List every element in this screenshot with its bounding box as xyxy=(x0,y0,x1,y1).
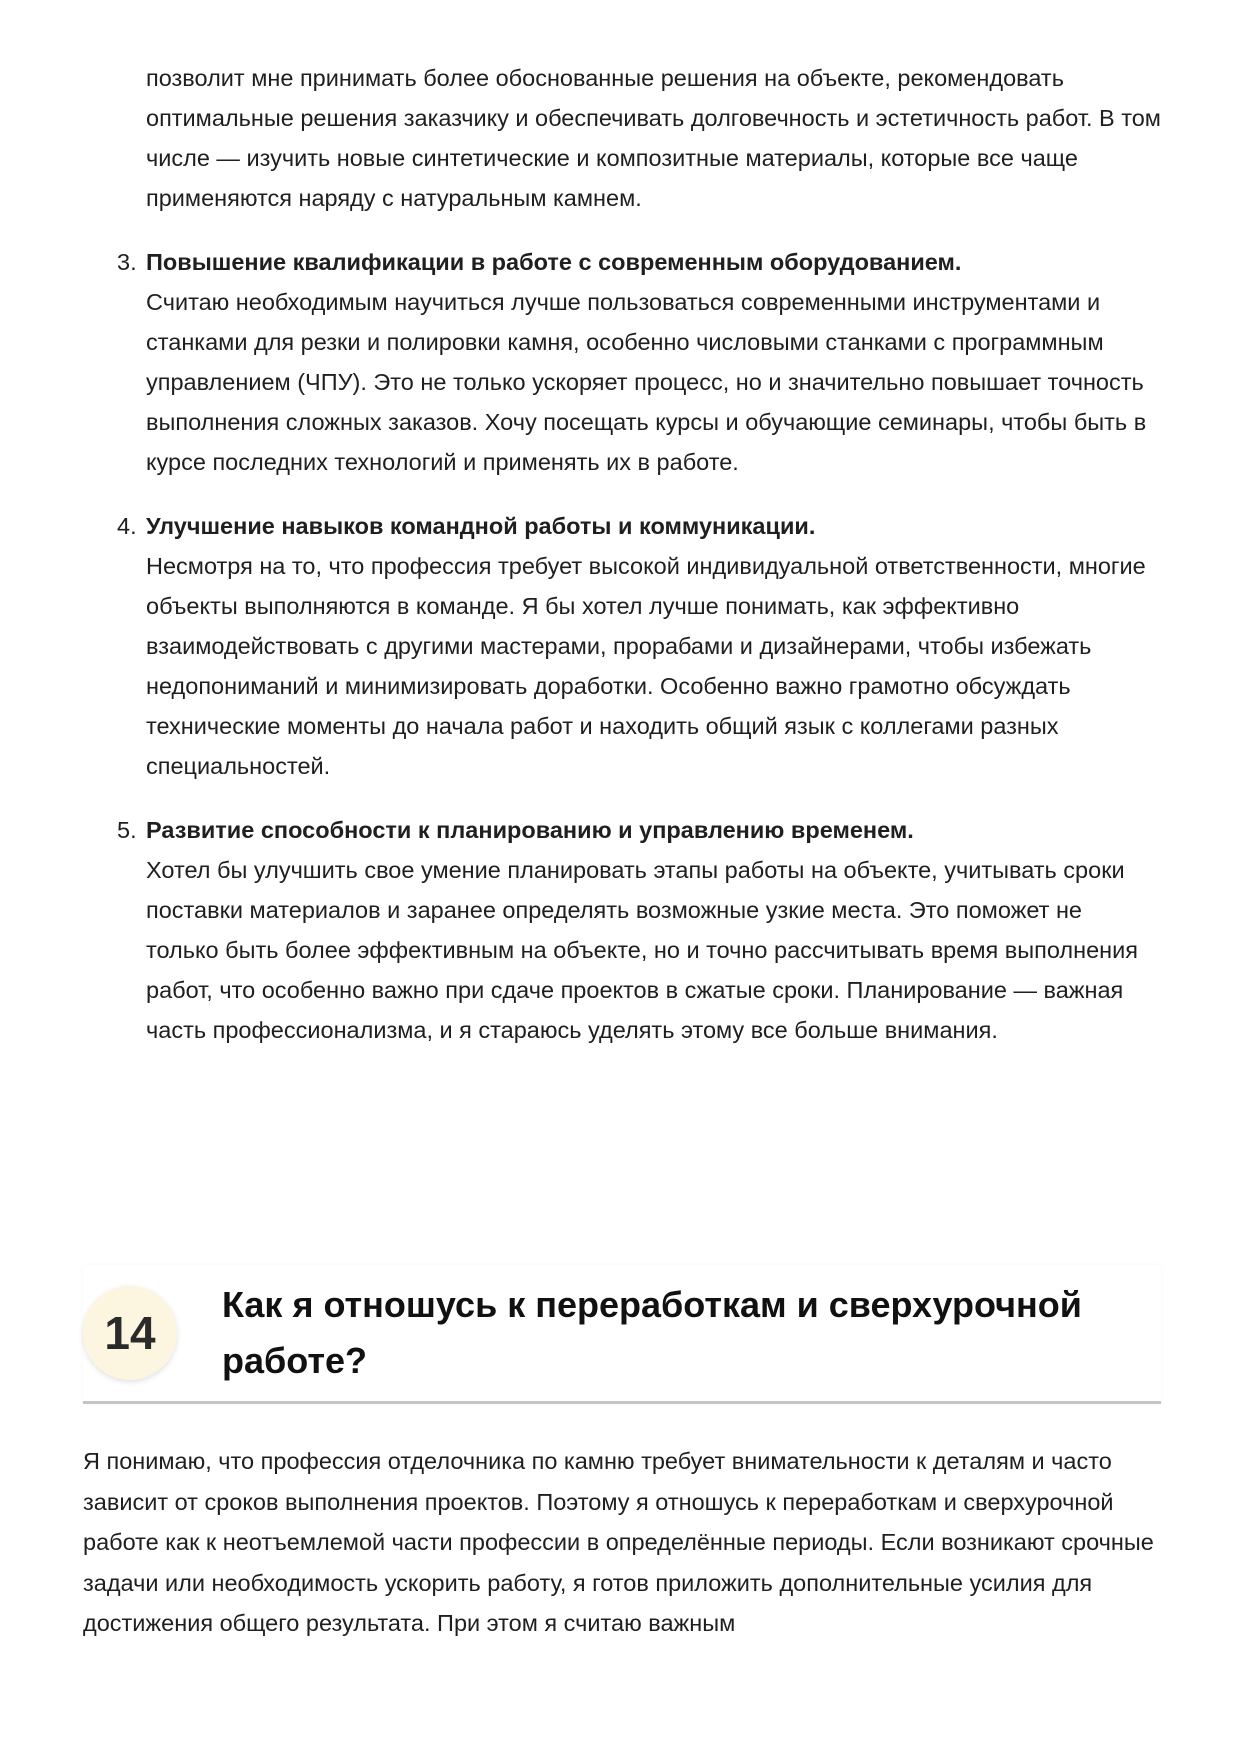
list-item-heading: Улучшение навыков командной работы и коммуникации. xyxy=(146,513,816,539)
list-item-text: Считаю необходимым научиться лучше пользоваться современными инструментами и станками для резки и полировки камня, особенно числовыми станками с программным управлением (ЧПУ). Это не только ускоряет процесс, но и значительно повышает точность выполнения сложных заказов. Хочу посещать курсы и обучающие семинары, чтобы быть в курсе последних технологий и применять их в работе. xyxy=(146,289,1147,475)
section-number-badge: 14 xyxy=(83,1286,177,1380)
list-item-text: Хотел бы улучшить свое умение планировать этапы работы на объекте, учитывать сроки поставки материалов и заранее определять возможные узкие места. Это поможет не только быть более эффективным на объекте, но и точно рассчитывать время выполнения работ, что особенно важно при сдаче проектов в сжатые сроки. Планирование — важная часть профессионализма, и я стараюсь уделять этому все больше внимания. xyxy=(146,857,1138,1043)
goals-list xyxy=(83,242,1161,1050)
list-item-text: Несмотря на то, что профессия требует высокой индивидуальной ответственности, многие объекты выполняются в команде. Я бы хотел лучше понимать, как эффективно взаимодействовать с другими мастерами, прорабами и дизайнерами, чтобы избежать недопониманий и минимизировать доработки. Особенно важно грамотно обсуждать технические моменты до начала работ и находить общий язык с коллегами разных специальностей. xyxy=(146,553,1146,779)
list-item-heading: Развитие способности к планированию и управлению временем. xyxy=(146,817,914,843)
list-item xyxy=(83,810,1161,1050)
list-item xyxy=(83,506,1161,786)
list-item-number: 5. xyxy=(117,817,137,843)
list-item-number: 3. xyxy=(117,249,137,275)
intro-paragraph: позволит мне принимать более обоснованные решения на объекте, рекомендовать оптимальные решения заказчику и обеспечивать долговечность и эстетичность работ. В том числе — изучить новые синтетические и композитные материалы, которые все чаще применяются наряду с натуральным камнем. xyxy=(146,65,1161,211)
section-header xyxy=(83,1265,1161,1404)
section-title: Как я отношусь к переработкам и сверхурочной работе? xyxy=(222,1284,1082,1381)
list-item xyxy=(83,242,1161,482)
list-item-number: 4. xyxy=(117,513,137,539)
section-paragraph: Я понимаю, что профессия отделочника по камню требует внимательности к деталям и часто зависит от сроков выполнения проектов. Поэтому я отношусь к переработкам и сверхурочной работе как к неотъемлемой части профессии в определённые периоды. Если возникают срочные задачи или необходимость ускорить работу, я готов приложить дополнительные усилия для достижения общего результата. При этом я считаю важным xyxy=(83,1448,1154,1636)
list-item-heading: Повышение квалификации в работе с современным оборудованием. xyxy=(146,249,962,275)
